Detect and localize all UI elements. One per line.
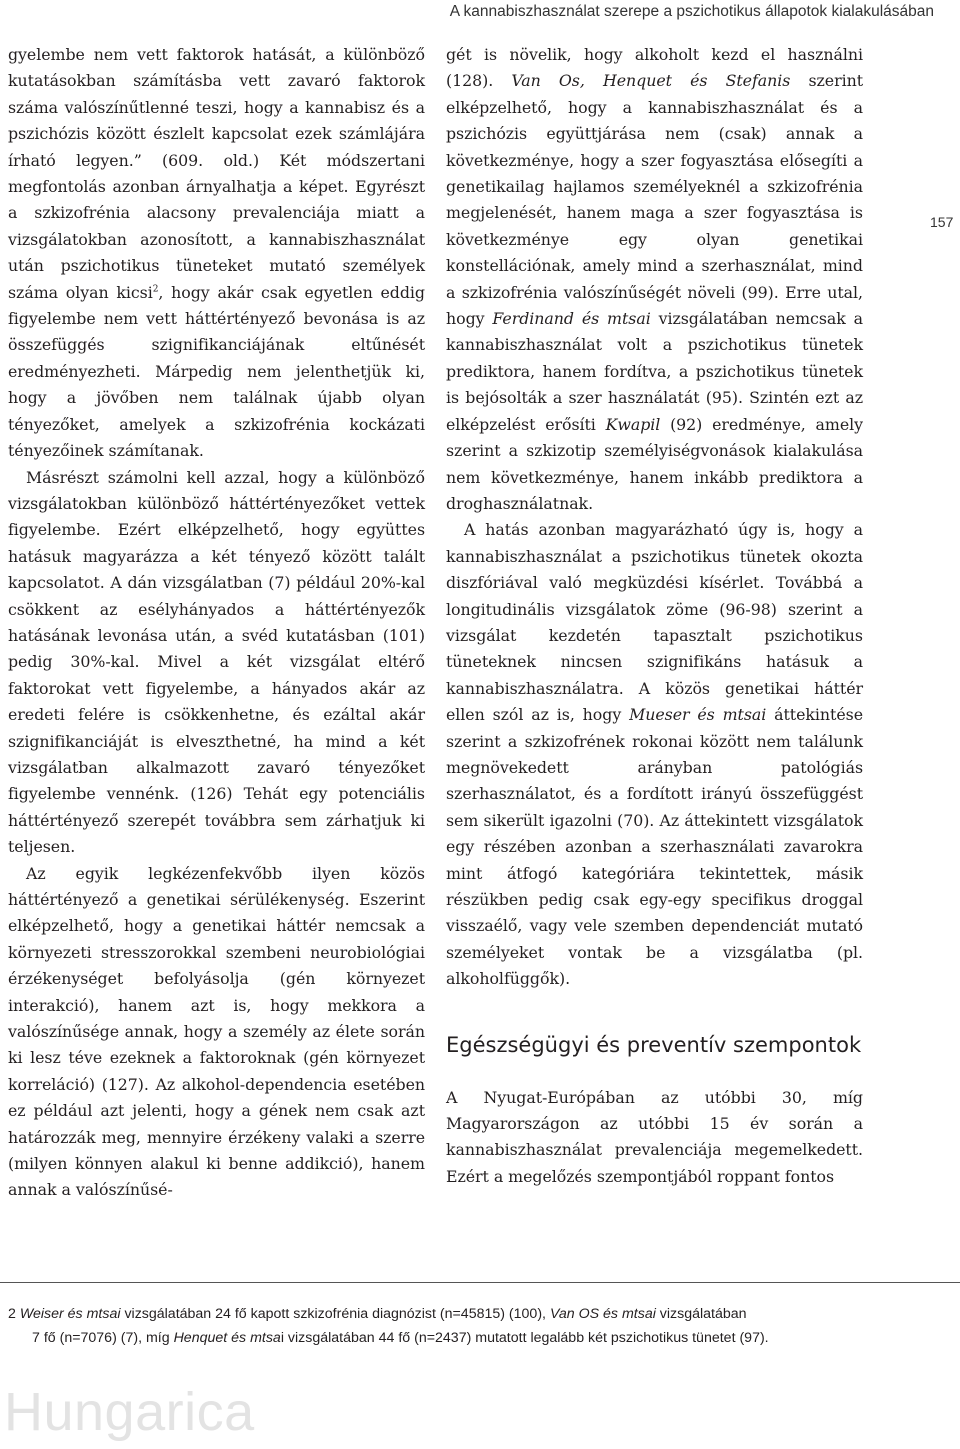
left-p1-text-b: , hogy akár csak egyetlen eddig figyelembe nem vett háttértényező bevonása is az összefüggés szignifikanciájának eltűnését eredményezheti. Márpedig nem jelenthetjük ki, hogy a jövőben nem találnak újabb olyan tényezőket, amelyek a szkizofrénia kockázati tényezőinek számítanak.	[8, 282, 425, 461]
right-paragraph-2	[446, 517, 863, 992]
author-citation: Henquet és mtsa	[173, 1330, 281, 1346]
right-p1-d: (92) eredménye, amely szerint a szkizotip személyiségvonások kialakulása nem következménye, hanem inkább prediktora a droghasználatnak.	[446, 414, 863, 513]
author-citation: Van Os, Henquet és Stefanis	[511, 71, 791, 91]
right-p2-b: áttekintése szerint a szkizofrének rokonai között nem találunk megnövekedett arányban patológiás szerhasználatot, és a fordított irányú összefüggést sem sikerült igazolni (70). Az áttekintett vizsgálatok egy részében azonban a szerhasználati zavarokra mint átfogó kategóriára tekintettek, másik részükben pedig csak egy-egy specifikus droggal visszaélő, vagy vele szemben dependenciát mutató személyeket vontak be a vizsgálatba (pl. alkoholfüggők).	[446, 705, 864, 989]
author-citation: Kwapil	[605, 414, 661, 434]
right-p1-a: gét is növelik, hogy alkoholt kezd el használni (128).	[446, 45, 863, 91]
footnote	[8, 1302, 938, 1350]
left-paragraph-1	[8, 42, 425, 465]
right-paragraph-3: A Nyugat-Európában az utóbbi 30, míg Magyarországon az utóbbi 15 év során a kannabiszhasználat prevalenciája megemelkedett. Ezért a megelőzés szempontjából roppant fontos	[446, 1087, 863, 1186]
footnote-divider	[0, 1282, 960, 1283]
right-p2-a: A hatás azonban magyarázható úgy is, hogy a kannabiszhasználat a pszichotikus tünetek okozta diszfóriával való megküzdési kísérlet. Továbbá a longitudinális vizsgálatok zöme (96-98) szerint a vizsgálat kezdetén tapasztalt pszichotikus tüneteknek nincsen szignifikáns hatásuk a kannabiszhasználatra. A közös genetikai háttér ellen szól az is, hogy	[446, 520, 863, 725]
author-citation: Ferdinand és mtsai	[492, 309, 651, 329]
right-p1-b: szerint elképzelhető, hogy a kannabiszhasználat és a pszichózis együttjárása nem (csak) annak a következménye, hogy a szer fogyasztása elősegíti a genetikailag hajlamos személyeknél a szkizofrénia megjelenését, hanem maga a szer fogyasztása is következménye egy olyan genetikai konstellációnak, amely mind a szerhasználat, mind a szkizofrénia valószínűségét növeli (99). Erre utal, hogy	[446, 71, 864, 329]
running-head: A kannabiszhasználat szerepe a pszichotikus állapotok kialakulásában	[449, 3, 934, 20]
left-column	[8, 42, 425, 1204]
left-paragraph-3: Az egyik legkézenfekvőbb ilyen közös háttértényező a genetikai sérülékenység. Eszerint elképzelhető, hogy a genetikai háttér nemcsak a környezeti stresszorokkal szembeni neurobiológiai érzékenységet befolyásolja (gén környezet interakció), hanem azt is, hogy mekkora a valószínűsége annak, hogy a személy az élete során ki lesz téve ezeknek a faktoroknak (gén környezet korreláció) (127). Az alkohol-dependencia esetében ez például azt jelenti, hogy a gének nem csak azt határozzák meg, mennyire érzékeny valaki a szerre (milyen könnyen alakul ki benne addikció), hanem annak a valószínűsé-	[8, 863, 425, 1200]
footnote-marker: 2	[152, 284, 159, 295]
right-paragraph-1	[446, 42, 863, 517]
page-number: 157	[930, 214, 954, 230]
footnote-line-2	[8, 1326, 938, 1350]
author-citation: Mueser és mtsai	[629, 705, 767, 725]
author-citation: Van OS és mtsai	[549, 1306, 656, 1322]
footnote-text-a: vizsgálatában 24 fő kapott szkizofrénia diagnózist (n=45815) (100),	[120, 1306, 550, 1322]
left-paragraph-2: Másrészt számolni kell azzal, hogy a különböző vizsgálatokban különböző háttértényezőket vettek figyelembe. Ezért elképzelhető, hogy együttes hatásuk magyarázza a két tényező között talált kapcsolatot. A dán vizsgálatban (7) például 20%-kal csökkent az esélyhányados a háttértényezők hatásának levonása után, a svéd kutatásban (101) pedig 30%-kal. Mivel a két vizsgálat eltérő faktorokat vett figyelembe, a hányados akár az eredeti felére is csökkenhetne, és ezáltal akár szignifikanciáját is elveszthetné, ha mind a két vizsgálatban alkalmazott zavaró tényezőket figyelembe vennénk. (126) Tehát egy potenciális háttértényező szerepét továbbra sem zárhatjuk ki teljesen.	[8, 467, 425, 857]
footnote-text-d: i vizsgálatában 44 fő (n=2437) mutatott legalább két pszichotikus tünetet (97).	[280, 1330, 769, 1346]
footnote-text-c: 7 fő (n=7076) (7), míg	[32, 1330, 174, 1346]
left-p1-text: gyelembe nem vett faktorok hatását, a különböző kutatásokban számításba vett zavaró faktorok száma valószínűtlenné teszi, hogy a kannabisz és a pszichózis között észlelt kapcsolat ezek számlájára írható legyen.” (609. old.) Két módszertani megfontolás azonban árnyalhatja a képet. Egyrészt a szkizofrénia alacsony prevalenciája miatt a vizsgálatokban azonosított, a kannabiszhasználat után pszichotikus tüneteket mutató személyek száma olyan kicsi	[8, 45, 425, 302]
author-citation: Weiser és mtsai	[19, 1306, 121, 1322]
right-p1-c: vizsgálatában nemcsak a kannabiszhasználat volt a pszichotikus tünetek prediktora, hanem fordítva, a pszichotikus tünetek is bejósolták a szer használatát (95). Szintén ezt az elképzelést erősíti	[446, 309, 863, 434]
section-heading: Egészségügyi és preventív szempontok	[446, 1032, 862, 1057]
right-column	[446, 42, 863, 1190]
watermark: Hungarica	[4, 1382, 255, 1442]
footnote-number: 2	[8, 1306, 20, 1322]
footnote-text-b: vizsgálatában	[655, 1306, 747, 1322]
